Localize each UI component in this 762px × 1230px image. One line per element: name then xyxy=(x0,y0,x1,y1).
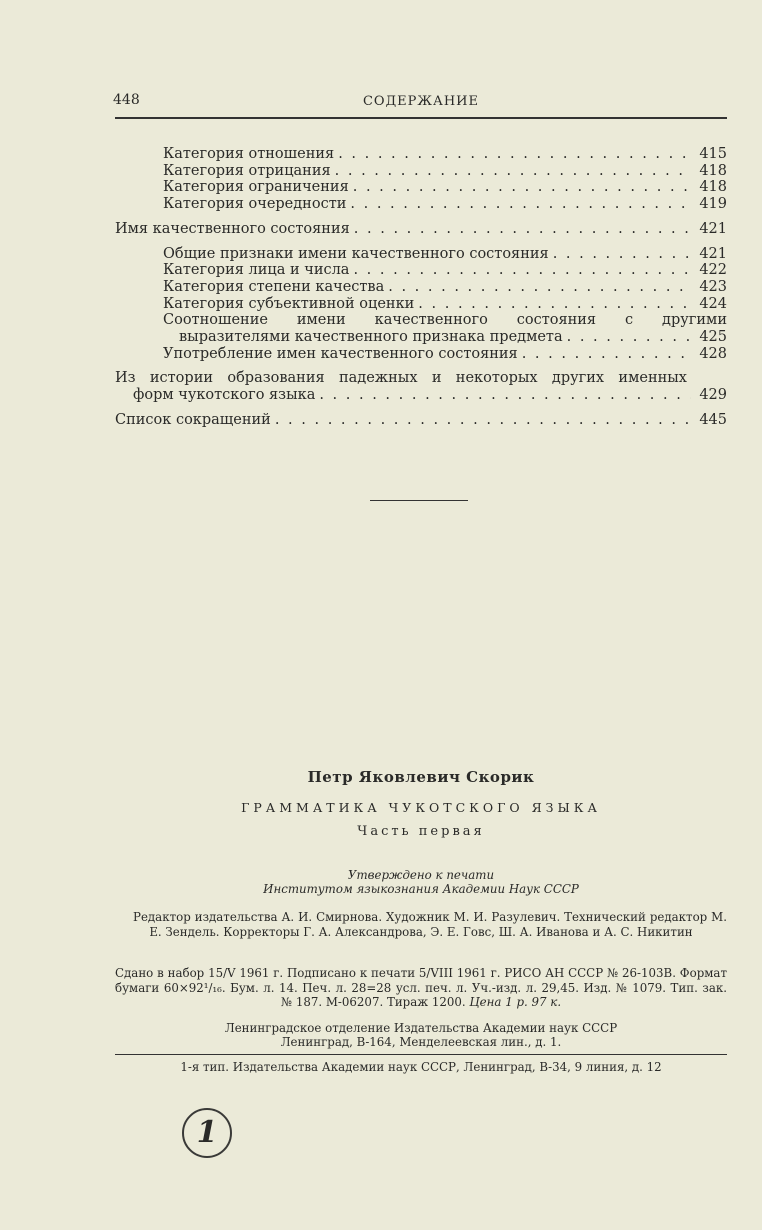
running-title: СОДЕРЖАНИЕ xyxy=(362,94,480,109)
toc-entry[interactable]: Категория отрицания . . . 418 xyxy=(115,163,727,180)
toc-entry[interactable]: Употребление имен качественного состояния . . . 428 xyxy=(115,346,727,363)
table-of-contents xyxy=(115,146,727,429)
author-name: Петр Яковлевич Скорик xyxy=(307,768,535,786)
print-info: Сдано в набор 15/V 1961 г. Подписано к печати 5/VIII 1961 г. РИСО АН СССР № 26-103В. Формат бумаги 60×92¹/₁₆. Бум. л. 14. Печ. л. 28=28 усл. печ. л. Уч.-изд. л. 29,45. Изд. № 1079. Тип. зак. № 187. М-06207. Тираж 1200. Цена 1 р. 97 к. xyxy=(115,966,727,1009)
toc-entry[interactable]: Категория отношения . . . 415 xyxy=(115,146,727,163)
section-divider xyxy=(370,500,468,501)
page-number: 448 xyxy=(113,92,140,108)
toc-entry[interactable]: Категория ограничения . . . 418 xyxy=(115,179,727,196)
publisher-line-1: Ленинградское отделение Издательства Академии наук СССР xyxy=(224,1021,618,1035)
toc-entry[interactable]: Из истории образования падежных и некоторых других именных форм чукотского языка . . . 429 xyxy=(115,370,727,403)
toc-entry[interactable]: Список сокращений . . . 445 xyxy=(115,412,727,429)
publisher-line-2: Ленинград, В-164, Менделеевская лин., д. 1. xyxy=(280,1035,562,1049)
book-title: ГРАММАТИКА ЧУКОТСКОГО ЯЗЫКА xyxy=(241,800,601,815)
editors-credits: Редактор издательства А. И. Смирнова. Художник М. И. Разулевич. Технический редактор М. Е. Зендель. Корректоры Г. А. Александрова, Э. Е. Говс, Ш. А. Иванова и А. С. Никитин xyxy=(133,910,727,939)
toc-entry[interactable]: Категория очередности . . . 419 xyxy=(115,196,727,213)
colophon-rule xyxy=(115,1054,727,1055)
approved-line-2: Институтом языкознания Академии Наук СССР xyxy=(263,882,579,896)
approved-line-1: Утверждено к печати xyxy=(347,868,495,882)
price: Цена 1 р. 97 к. xyxy=(469,995,562,1009)
toc-entry[interactable]: Общие признаки имени качественного состояния . . . 421 xyxy=(115,246,727,263)
printer-info: 1-я тип. Издательства Академии наук СССР, Ленинград, В-34, 9 линия, д. 12 xyxy=(180,1060,662,1074)
toc-entry[interactable]: Категория субъективной оценки . . . 424 xyxy=(115,296,727,313)
toc-entry[interactable]: Категория степени качества . . . 423 xyxy=(115,279,727,296)
publisher-logo-icon: 1 xyxy=(182,1108,232,1158)
header-rule xyxy=(115,117,727,119)
toc-entry[interactable]: Категория лица и числа . . . 422 xyxy=(115,262,727,279)
book-part: Часть первая xyxy=(357,824,485,839)
toc-entry[interactable]: Имя качественного состояния . . . 421 xyxy=(115,221,727,238)
toc-entry[interactable]: Соотношение имени качественного состояния с другими выразителями качественного признака предмета . . . 425 xyxy=(115,312,727,345)
